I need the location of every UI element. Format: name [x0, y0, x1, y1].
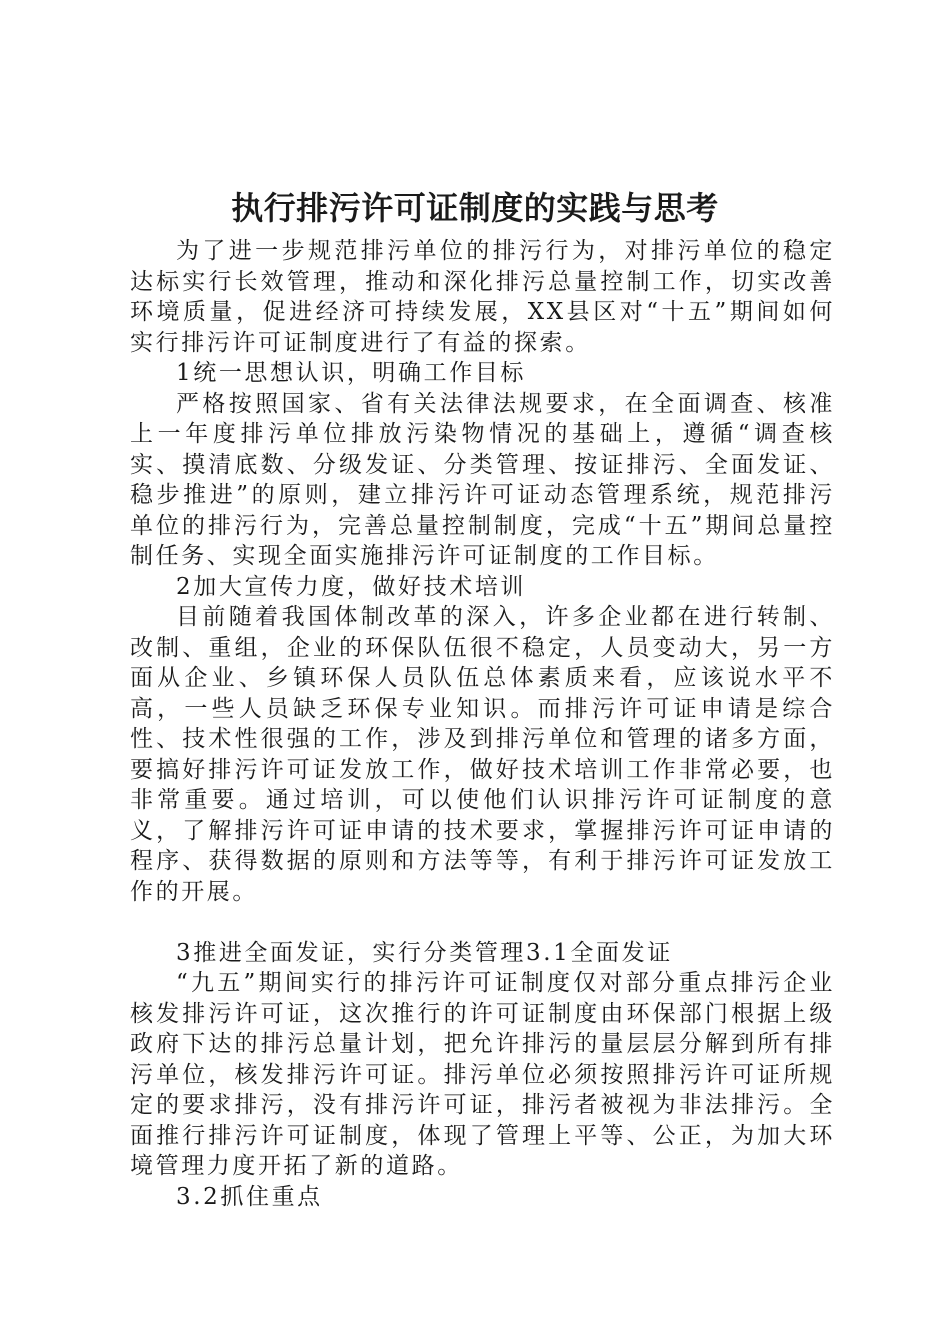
- section-3-1-paragraph: “九五”期间实行的排污许可证制度仅对部分重点排污企业核发排污许可证，这次推行的许可证制度由环保部门根据上级政府下达的排污总量计划，把允许排污的量层层分解到所有排污单位，核发排污许可证。排污单位必须按照排污许可证所规定的要求排污，没有排污许可证，排污者被视为非法排污。全面推行排污许可证制度，体现了管理上平等、公正，为加大环境管理力度开拓了新的道路。: [130, 970, 835, 1179]
- document-body: [130, 236, 835, 1212]
- section-1-paragraph: 严格按照国家、省有关法律法规要求，在全面调查、核准上一年度排污单位排放污染物情况的基础上，遵循“调查核实、摸清底数、分级发证、分类管理、按证排污、全面发证、稳步推进”的原则，建立排污许可证动态管理系统，规范排污单位的排污行为，完善总量控制制度，完成“十五”期间总量控制任务、实现全面实施排污许可证制度的工作目标。: [130, 390, 835, 569]
- section-heading-3: 3推进全面发证，实行分类管理3.1全面发证: [176, 939, 673, 966]
- section-2-paragraph: 目前随着我国体制改革的深入，许多企业都在进行转制、改制、重组，企业的环保队伍很不稳定，人员变动大，另一方面从企业、乡镇环保人员队伍总体素质来看，应该说水平不高，一些人员缺乏环保专业知识。而排污许可证申请是综合性、技术性很强的工作，涉及到排污单位和管理的诸多方面，要搞好排污许可证发放工作，做好技术培训工作非常必要，也非常重要。通过培训，可以使他们认识排污许可证制度的意义，了解排污许可证申请的技术要求，掌握排污许可证申请的程序、获得数据的原则和方法等等，有利于排污许可证发放工作的开展。: [130, 604, 835, 905]
- paragraph-spacer: [130, 907, 835, 938]
- section-heading-3-2: 3.2抓住重点: [176, 1183, 323, 1210]
- intro-paragraph: 为了进一步规范排污单位的排污行为，对排污单位的稳定达标实行长效管理，推动和深化排污总量控制工作，切实改善环境质量，促进经济可持续发展，XX县区对“十五”期间如何实行排污许可证制度进行了有益的探索。: [130, 238, 835, 356]
- section-heading-2: 2加大宣传力度，做好技术培训: [176, 573, 527, 600]
- document-title: 执行排污许可证制度的实践与思考: [231, 189, 719, 227]
- section-heading-1: 1统一思想认识，明确工作目标: [176, 360, 527, 386]
